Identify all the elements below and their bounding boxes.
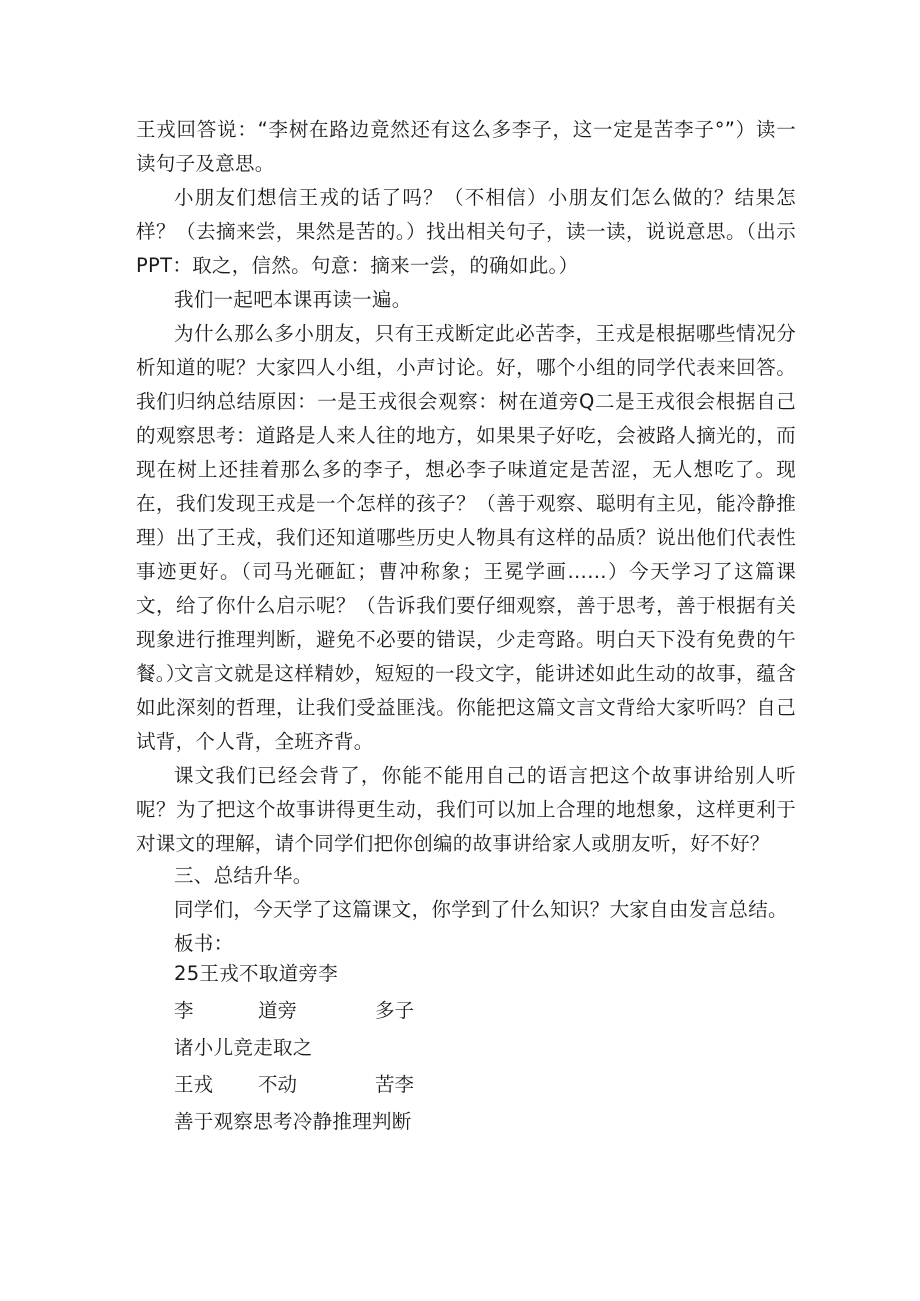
board-cell: 李: [174, 999, 194, 1022]
board-cell: 不动: [258, 1073, 298, 1096]
section-heading: 三、总结升华。: [174, 864, 313, 887]
board-cell: 王戎: [174, 1073, 214, 1096]
summary-prompt: 同学们，今天学了这篇课文，你学到了什么知识？大家自由发言总结。: [174, 898, 788, 921]
board-label: 板书：: [174, 932, 234, 955]
board-cell: 苦李: [375, 1073, 415, 1096]
paragraph-reread: 我们一起吧本课再读一遍。: [174, 288, 412, 311]
board-cell: 道旁: [258, 999, 298, 1022]
board-title: 25王戎不取道旁李: [174, 962, 339, 985]
paragraph-retell: 课文我们已经会背了，你能不能用自己的语言把这个故事讲给别人听呢？为了把这个故事讲得更生动，我们可以加上合理的地想象，这样更利于对课文的理解，请个同学们把你创编的故事讲给家人或朋友听，好不好？: [136, 764, 796, 855]
paragraph-answer: 王戎回答说：“李树在路边竟然还有这么多李子，这一定是苦李子°”）读一读句子及意思。: [136, 118, 796, 175]
paragraph-questions: 小朋友们想信王戎的话了吗？（不相信）小朋友们怎么做的？结果怎样？（去摘来尝，果然是苦的。）找出相关句子，读一读，说说意思。（出示PPT：取之，信然。句意：摘来一尝，的确如此。）: [136, 186, 796, 277]
board-cell: 多子: [375, 999, 415, 1022]
board-row-2: 诸小儿竞走取之: [174, 1036, 313, 1059]
paragraph-analysis: 为什么那么多小朋友，只有王戎断定此必苦李，王戎是根据哪些情况分析知道的呢？大家四人小组，小声讨论。好，哪个小组的同学代表来回答。我们归纳总结原因：一是王戎很会观察：树在道旁Q二是王戎很会根据自己的观察思考：道路是人来人往的地方，如果果子好吃，会被路人摘光的，而现在树上还挂着那么多的李子，想必李子味道定是苦涩，无人想吃了。现在，我们发现王戎是一个怎样的孩子？（善于观察、聪明有主见，能冷静推理）出了王戎，我们还知道哪些历史人物具有这样的品质？说出他们代表性事迹更好。（司马光砸缸；曹冲称象；王冕学画……）今天学习了这篇课文，给了你什么启示呢？（告诉我们要仔细观察，善于思考，善于根据有关现象进行推理判断，避免不必要的错误，少走弯路。明白天下没有免费的午餐。）: [136, 322, 796, 685]
board-row-4: 善于观察思考冷静推理判断: [174, 1110, 412, 1133]
paragraph-classical-text: 文言文就是这样精妙，短短的一段文字，能讲述如此生动的故事，蕴含如此深刻的哲理，让我们受益匪浅。你能把这篇文言文背给大家听吗？自己试背，个人背，全班齐背。: [136, 662, 796, 753]
